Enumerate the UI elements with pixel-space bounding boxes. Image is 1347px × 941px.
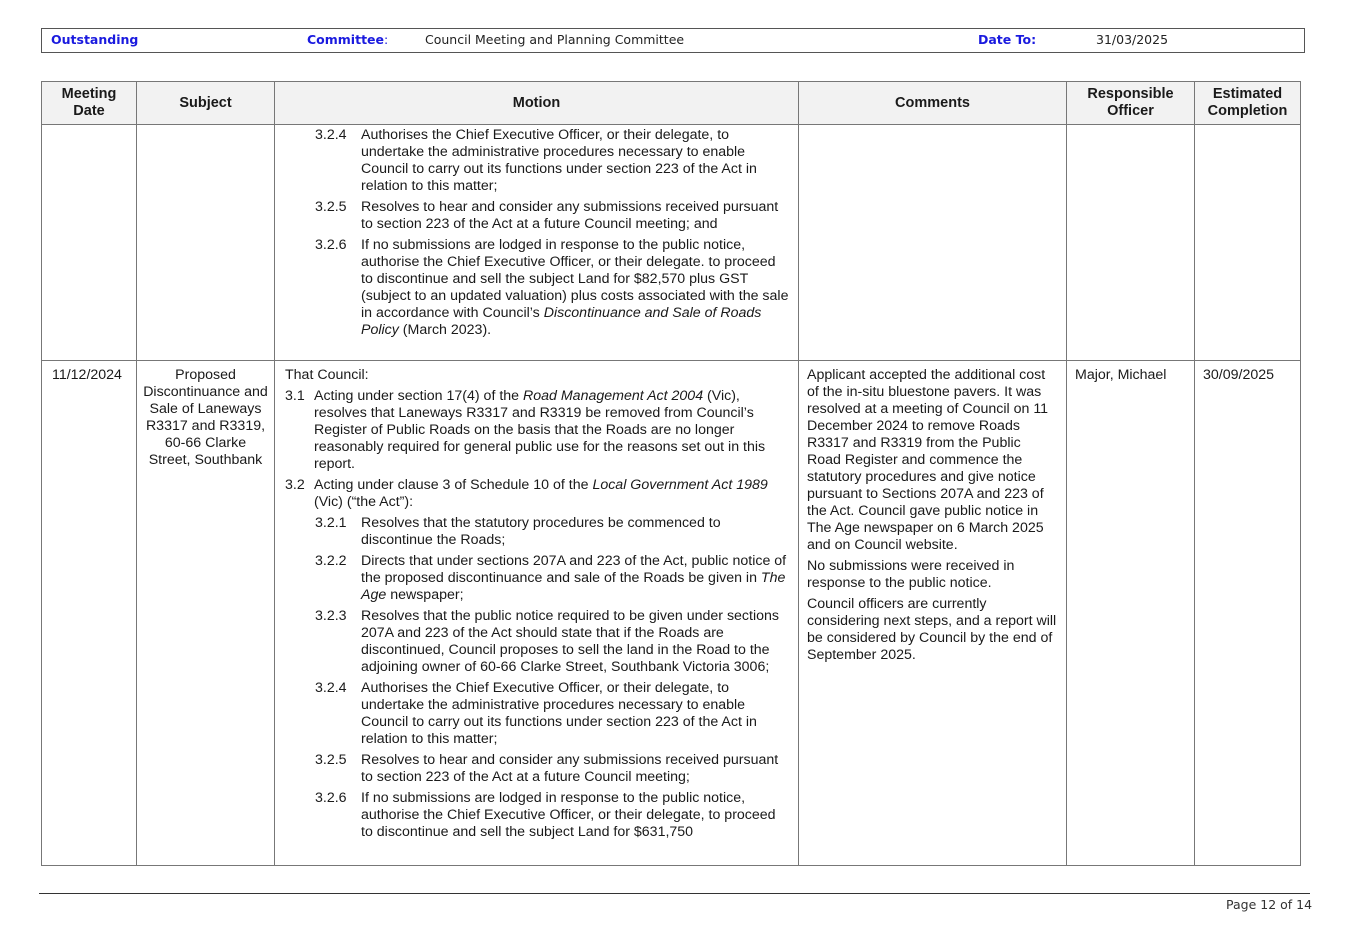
status-label: Outstanding [51, 32, 139, 47]
column-header-motion: Motion [275, 82, 799, 125]
page-number: Page 12 of 14 [1226, 897, 1313, 912]
subject-cell: Proposed Discontinuance and Sale of Laneways R3317 and R3319, 60-66 Clarke Street, Southbank [137, 361, 275, 866]
column-header-responsible-officer: Responsible Officer [1067, 82, 1195, 125]
motion-intro: That Council: [285, 367, 369, 383]
committee-colon: : [384, 32, 389, 47]
motion-item: 3.1 Acting under section 17(4) of the Road Management Act 2004 (Vic), resolves that Laneways R3317 and R3319 be removed from Council’s Register of Public Roads on the basis that the Roads are no longer reasonably required for general public use for the reasons set out in this report. [285, 388, 766, 472]
comment-paragraph: Council officers are currently considering next steps, and a report will be considered by Council by the end of September 2025. [807, 596, 1057, 663]
table-row [42, 125, 1301, 361]
subject-cell [137, 125, 275, 361]
motion-sub-item: 3.2.6 If no submissions are lodged in response to the public notice, authorise the Chief Executive Officer, or their delegate, to proceed to discontinue and sell the subject Land for $631,750 [315, 790, 776, 840]
report-header-bar [41, 28, 1305, 53]
motion-item: 3.2.4 Authorises the Chief Executive Officer, or their delegate, to undertake the administrative procedures necessary to enable Council to carry out its functions under section 223 of the Act in relation to this matter; [315, 127, 757, 194]
responsible-officer-cell: Major, Michael [1067, 361, 1195, 866]
motion-item: 3.2.5 Resolves to hear and consider any submissions received pursuant to section 223 of the Act at a future Council meeting; and [315, 199, 779, 232]
comments-cell [799, 361, 1067, 866]
column-header-comments: Comments [799, 82, 1067, 125]
motion-sub-item: 3.2.1 Resolves that the statutory procedures be commenced to discontinue the Roads; [315, 515, 721, 548]
column-header-subject: Subject [137, 82, 275, 125]
responsible-officer-cell [1067, 125, 1195, 361]
motion-sub-item: 3.2.5 Resolves to hear and consider any submissions received pursuant to section 223 of the Act at a future Council meeting; [315, 752, 779, 785]
committee-value: Council Meeting and Planning Committee [425, 32, 685, 47]
committee-field [307, 32, 388, 47]
motion-sub-item: 3.2.2 Directs that under sections 207A and 223 of the Act, public notice of the proposed discontinuance and sale of the Roads be given in The Age newspaper; [315, 553, 787, 603]
comments-cell [799, 125, 1067, 361]
column-header-meeting-date: Meeting Date [42, 82, 137, 125]
motion-cell [275, 361, 799, 866]
table-row [42, 361, 1301, 866]
motion-cell [275, 125, 799, 361]
motion-sub-item: 3.2.4 Authorises the Chief Executive Officer, or their delegate, to undertake the administrative procedures necessary to enable Council to carry out its functions under section 223 of the Act in relation to this matter; [315, 680, 757, 747]
comment-paragraph: No submissions were received in response to the public notice. [807, 558, 1015, 591]
committee-label: Committee [307, 32, 385, 47]
column-header-estimated-completion: Estimated Completion [1195, 82, 1301, 125]
meeting-date-cell [42, 125, 137, 361]
motion-sub-item: 3.2.3 Resolves that the public notice required to be given under sections 207A and 223 of the Act should state that if the Roads are discontinued, Council proposes to sell the land in the Road to the adjoining owner of 60-66 Clarke Street, Southbank Victoria 3006; [315, 608, 779, 675]
table-header-row [42, 82, 1301, 125]
comment-paragraph: Applicant accepted the additional cost of the in-situ bluestone pavers. It was resolved at a meeting of Council on 11 December 2024 to remove Roads R3317 and R3319 from the Public Road Register and commence the statutory procedures and give notice pursuant to Sections 207A and 223 of the Act. Council gave public notice in The Age newspaper on 6 March 2025 and on Council website. [807, 367, 1049, 553]
date-to-label: Date To: [978, 32, 1037, 47]
estimated-completion-cell [1195, 125, 1301, 361]
outstanding-actions-table [41, 81, 1301, 866]
motion-item: 3.2.6 If no submissions are lodged in response to the public notice, authorise the Chief Executive Officer, or their delegate. to proceed to discontinue and sell the subject Land for $82,570 plus GST (subject to an updated valuation) plus costs associated with the sale in accordance with Council’s Discontinuance and Sale of Roads Policy (March 2023). [315, 237, 789, 338]
meeting-date-cell: 11/12/2024 [42, 361, 137, 866]
footer-divider [39, 893, 1310, 894]
estimated-completion-cell: 30/09/2025 [1195, 361, 1301, 866]
motion-item: 3.2 Acting under clause 3 of Schedule 10 of the Local Government Act 1989 (Vic) (“the Act”): [285, 477, 768, 510]
date-to-value: 31/03/2025 [1096, 32, 1169, 47]
